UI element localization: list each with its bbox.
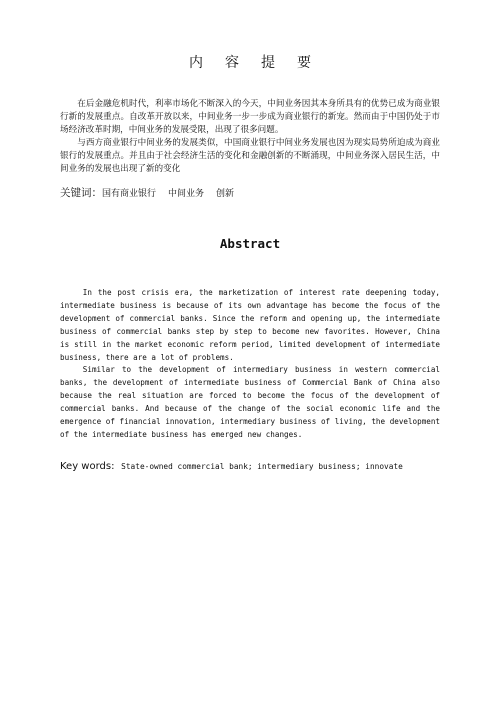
english-keywords-label: Key words: <box>60 461 115 472</box>
english-keywords <box>60 461 480 472</box>
chinese-abstract-body <box>60 98 440 176</box>
english-abstract-paragraph-1: In the post crisis era, the marketization of interest rate deepening today, intermediate business is because of its own advantage has become the focus of the development of commercial banks. Since the reform and opening up, the intermediate business of commercial banks step by step to become new favorites. However, China is still in the market economic reform period, limited development of intermediate business, there are a lot of problems. <box>60 288 440 362</box>
english-abstract-paragraph-2: Similar to the development of intermediary business in western commercial banks, the development of intermediate business of Commercial Bank of China also because the real situation are forced to become the focus of the development of commercial banks. And because of the change of the social economic life and the emergence of financial innovation, intermediary business of living, the development of the intermediate business has emerged new changes. <box>60 365 440 439</box>
english-abstract-body <box>60 287 440 442</box>
chinese-abstract-paragraph-2: 与西方商业银行中间业务的发展类似，中国商业银行中间业务发展也因为现实局势所迫成为商业银行的发展重点。并且由于社会经济生活的变化和金融创新的不断涌现，中间业务深入居民生活，中间业务的发展也出现了新的变化 <box>60 138 440 174</box>
chinese-abstract-paragraph-1: 在后金融危机时代，利率市场化不断深入的今天，中间业务因其本身所具有的优势已成为商业银行新的发展重点。自改革开放以来，中间业务一步一步成为商业银行的新宠。然而由于中国仍处于市场经济改革时期，中间业务的发展受限，出现了很多问题。 <box>60 99 440 135</box>
chinese-keywords-label: 关键词： <box>60 187 102 199</box>
chinese-keyword: 中间业务 <box>168 189 205 199</box>
chinese-abstract-title: 内容提要 <box>189 55 333 71</box>
chinese-keyword: 国有商业银行 <box>102 189 157 199</box>
chinese-keywords <box>60 185 440 200</box>
english-keywords-text: State-owned commercial bank; intermediary business; innovate <box>121 462 403 471</box>
english-abstract-title: Abstract <box>219 236 281 251</box>
chinese-keyword: 创新 <box>216 189 235 199</box>
